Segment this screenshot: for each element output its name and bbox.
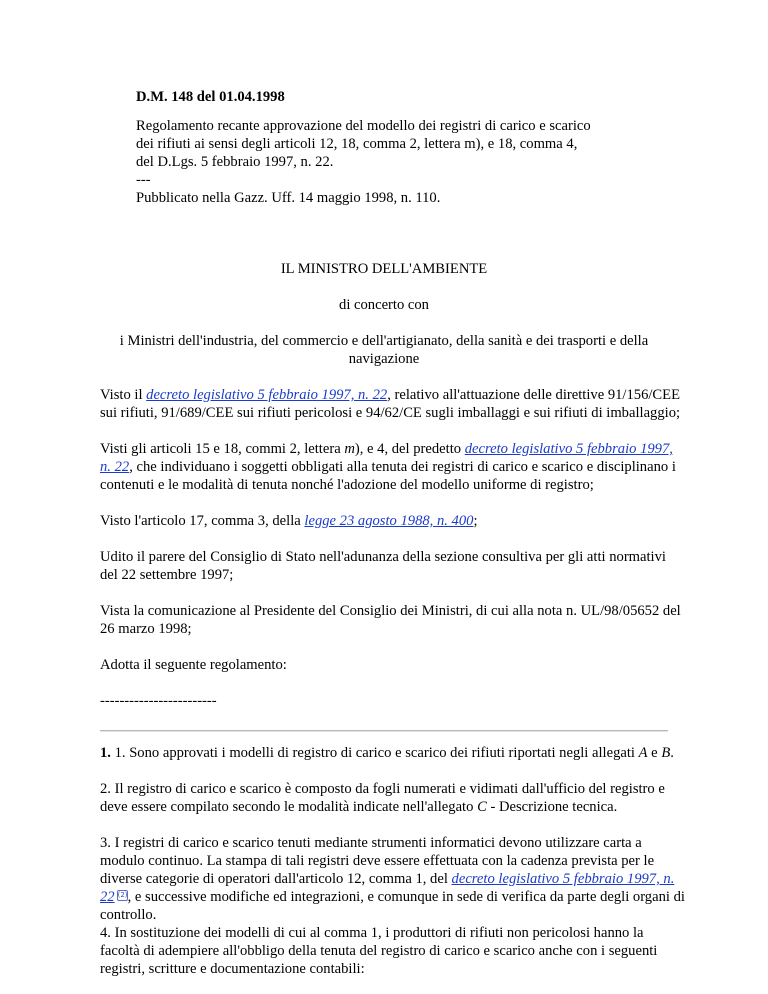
concerto-heading: di concerto con <box>339 297 429 313</box>
publication-line: Pubblicato nella Gazz. Uff. 14 maggio 1998, n. 110. <box>136 190 441 206</box>
paragraph-adotta: Adotta il seguente regolamento: <box>100 657 287 673</box>
ministers-line: i Ministri dell'industria, del commercio e dell'artigianato, della sanità e dei trasporti e della <box>119 333 649 349</box>
ministers-heading <box>100 332 668 368</box>
paragraph-visto-legge: Visto l'articolo 17, comma 3, della legge 23 agosto 1988, n. 400; <box>100 513 478 529</box>
desc-separator: --- <box>136 172 151 188</box>
link-decreto-legislativo[interactable]: 22 <box>100 889 115 905</box>
decree-header <box>136 88 736 207</box>
decree-title: D.M. 148 del 01.04.1998 <box>136 89 285 105</box>
text-separator: ------------------------ <box>100 693 217 709</box>
note-icon[interactable]: (2) <box>117 891 128 899</box>
desc-line: del D.Lgs. 5 febbraio 1997, n. 22. <box>136 154 334 170</box>
minister-heading: IL MINISTRO DELL'AMBIENTE <box>280 261 488 277</box>
link-legge-400[interactable]: legge 23 agosto 1988, n. 400 <box>304 513 474 529</box>
link-decreto-legislativo[interactable]: decreto legislativo 5 febbraio 1997, <box>464 441 673 457</box>
article-1-comma-1: 1. 1. Sono approvati i modelli di registro di carico e scarico dei rifiuti riportati negli allegati A e B. <box>100 745 674 761</box>
article-1-comma-4: 4. In sostituzione dei modelli di cui al comma 1, i produttori di rifiuti non pericolosi hanno la facoltà di adempiere all'obbligo della tenuta del registro di carico e scarico anche con i seguenti registri, scritture e documentazione contabili: <box>100 925 658 977</box>
decree-description <box>136 117 736 207</box>
paragraph-vista-comunicazione: Vista la comunicazione al Presidente del Consiglio dei Ministri, di cui alla nota n. UL/98/05652 del 26 marzo 1998; <box>100 603 681 637</box>
paragraph-udito-parere: Udito il parere del Consiglio di Stato nell'adunanza della sezione consultiva per gli atti normativi del 22 settembre 1997; <box>100 549 666 583</box>
desc-line: dei rifiuti ai sensi degli articoli 12, 18, comma 2, lettera m), e 18, comma 4, <box>136 136 578 152</box>
ministers-line: navigazione <box>348 351 420 367</box>
article-1-comma-3: 3. I registri di carico e scarico tenuti mediante strumenti informatici devono utilizzare carta a modulo continuo. La stampa di tali registri deve essere effettuata con la cadenza prevista per le diverse categorie di operatori dall'articolo 12, comma 1, del decreto legislativo 5 febbraio 1997, n. 22 (2), e successive modifiche ed integrazioni, e comunque in sede di verifica da parte degli organi di controllo. <box>100 835 685 923</box>
link-decreto-legislativo[interactable]: decreto legislativo 5 febbraio 1997, n. 22 <box>146 387 388 403</box>
horizontal-rule <box>100 730 668 732</box>
paragraph-visto-decreto: Visto il decreto legislativo 5 febbraio 1997, n. 22, relativo all'attuazione delle direttive 91/156/CEE sui rifiuti, 91/689/CEE sui rifiuti pericolosi e 94/62/CE sugli imballaggi e sui rifiuti di imballaggio; <box>100 387 681 421</box>
paragraph-visti-articoli: Visti gli articoli 15 e 18, commi 2, lettera m), e 4, del predetto decreto legislativo 5 febbraio 1997, n. 22, che individuano i soggetti obbligati alla tenuta dei registri di carico e scarico e disciplinano i contenuti e le modalità di tenuta nonché l'adozione del modello uniforme di registro; <box>100 441 676 493</box>
link-decreto-legislativo[interactable]: n. 22 <box>100 459 130 475</box>
article-number: 1. <box>100 745 111 761</box>
desc-line: Regolamento recante approvazione del modello dei registri di carico e scarico <box>136 118 591 134</box>
article-1-comma-2: 2. Il registro di carico e scarico è composto da fogli numerati e vidimati dall'ufficio del registro e deve essere compilato secondo le modalità indicate nell'allegato C - Descrizione tecnica. <box>100 781 665 815</box>
link-decreto-legislativo[interactable]: decreto legislativo 5 febbraio 1997, n. <box>451 871 675 887</box>
